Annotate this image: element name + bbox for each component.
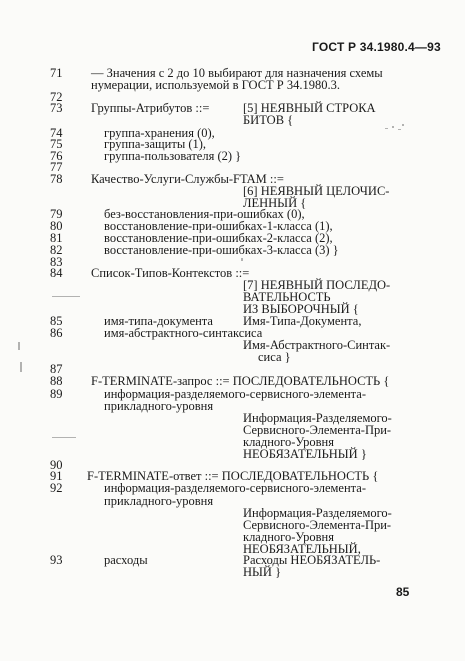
line-text: группа-защиты (1), (104, 137, 207, 151)
line-text: Сервисного-Элемента-При- (243, 423, 392, 437)
line-text: F-TERMINATE-ответ ::= ПОСЛЕДОВАТЕЛЬНОСТЬ { (87, 469, 379, 483)
line-text: восстановление-при-ошибках-1-класса (1), (104, 219, 333, 233)
line-text: сиса } (258, 350, 291, 364)
line-number: 78 (50, 172, 63, 186)
line-number: 77 (50, 160, 63, 174)
line-text: F-TERMINATE-запрос ::= ПОСЛЕДОВАТЕЛЬНОСТЬ { (91, 374, 390, 388)
scan-speck (52, 296, 80, 297)
scan-speck (402, 124, 404, 126)
line-number: 91 (50, 469, 63, 483)
line-number: 85 (50, 314, 63, 328)
line-text: ИЗ ВЫБОРОЧНЫЙ { (243, 302, 359, 316)
line-number: 93 (50, 553, 63, 567)
line-text: восстановление-при-ошибках-2-класса (2), (104, 231, 333, 245)
line-text: Сервисного-Элемента-При- (243, 518, 392, 532)
line-text: без-восстановления-при-ошибках (0), (104, 207, 305, 221)
line-number: 75 (50, 137, 63, 151)
line-text: ЛЕННЫЙ { (243, 196, 307, 210)
line-text: прикладного-уровня (104, 399, 214, 413)
scan-speck (385, 128, 388, 129)
line-number: 82 (50, 243, 63, 257)
line-number: 84 (50, 266, 63, 280)
line-text: ВАТЕЛЬНОСТЬ (243, 290, 331, 304)
scan-speck (52, 437, 76, 438)
line-number: 92 (50, 481, 63, 495)
scan-speck (392, 126, 394, 128)
line-text: БИТОВ { (243, 113, 294, 127)
line-number: 81 (50, 231, 63, 245)
scan-speck (20, 362, 22, 372)
line-text: НЕОБЯЗАТЕЛЬНЫЙ } (243, 447, 367, 461)
line-number: 73 (50, 101, 63, 115)
line-number: 86 (50, 326, 63, 340)
line-number: 71 (50, 66, 63, 80)
line-text: [7] НЕЯВНЫЙ ПОСЛЕДО- (243, 278, 391, 292)
line-text: [6] НЕЯВНЫЙ ЦЕЛОЧИС- (243, 184, 390, 198)
line-text: информация-разделяемого-сервисного-элемента- (104, 387, 366, 401)
line-text: Информация-Разделяемого- (243, 411, 392, 425)
scan-speck (18, 342, 20, 350)
line-number: 72 (50, 90, 63, 104)
line-text: имя-абстрактного-синтаксиса (104, 326, 263, 340)
line-number: 74 (50, 126, 63, 140)
line-text: кладного-Уровня (243, 435, 334, 449)
line-number: 83 (50, 255, 63, 269)
line-text: — Значения с 2 до 10 выбирают для назначения схемы (91, 66, 383, 80)
scan-speck (398, 129, 401, 130)
line-text: Список-Типов-Контекстов ::= (91, 266, 250, 280)
line-text: Информация-Разделяемого- (243, 506, 392, 520)
line-text: Имя-Типа-Документа, (243, 314, 362, 328)
line-text: кладного-Уровня (243, 530, 334, 544)
line-text: НЕОБЯЗАТЕЛЬНЫЙ, (243, 542, 361, 556)
page-number: 85 (396, 585, 410, 599)
line-text: прикладного-уровня (104, 494, 214, 508)
line-number: 87 (50, 362, 63, 376)
line-text: Расходы НЕОБЯЗАТЕЛЬ- (243, 553, 381, 567)
line-number: 90 (50, 458, 63, 472)
line-number: 80 (50, 219, 63, 233)
line-text: Группы-Атрибутов ::= (91, 101, 210, 115)
line-text: [5] НЕЯВНЫЙ СТРОКА (243, 101, 376, 115)
line-text: группа-пользователя (2) } (104, 149, 242, 163)
line-text: нумерации, используемой в ГОСТ Р 34.1980.3. (91, 78, 341, 92)
line-number: 79 (50, 207, 63, 221)
line-text: расходы (104, 553, 148, 567)
page-header-standard: ГОСТ Р 34.1980.4—93 (312, 40, 441, 54)
line-text: группа-хранения (0), (104, 126, 215, 140)
line-number: 76 (50, 149, 63, 163)
line-text: НЫЙ } (243, 565, 282, 579)
line-text: информация-разделяемого-сервисного-элемента- (104, 481, 366, 495)
line-text: имя-типа-документа (104, 314, 213, 328)
line-number: 89 (50, 387, 63, 401)
line-text: восстановление-при-ошибках-3-класса (3) } (104, 243, 339, 257)
scan-speck (241, 258, 243, 261)
line-text: Имя-Абстрактного-Синтак- (243, 338, 391, 352)
line-number: 88 (50, 374, 63, 388)
line-text: Качество-Услуги-Службы-FTAM ::= (91, 172, 284, 186)
